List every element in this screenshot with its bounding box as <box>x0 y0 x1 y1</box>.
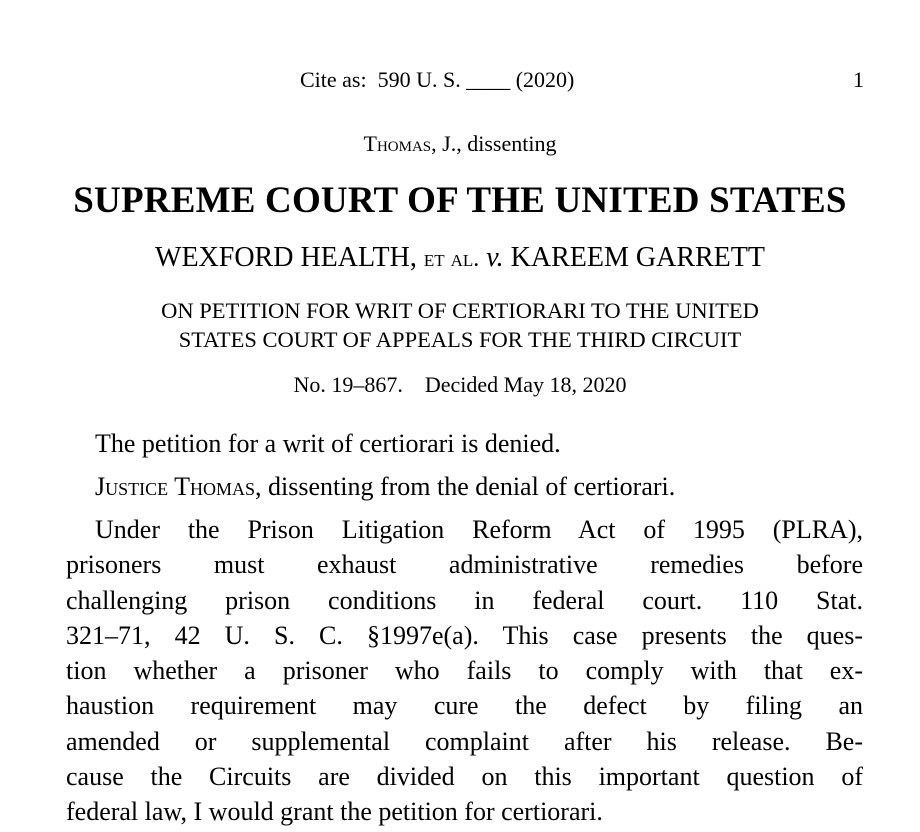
docket-line <box>0 371 920 399</box>
opinion-line: challenging prison conditions in federal court. 110 Stat. <box>66 585 863 615</box>
opinion-line: 321–71, 42 U. S. C. §1997e(a). This case presents the ques- <box>66 620 863 650</box>
opinion-line: tion whether a prisoner who fails to comply with that ex- <box>66 656 863 686</box>
writ-line-2: STATES COURT OF APPEALS FOR THE THIRD CIRCUIT <box>178 327 742 352</box>
dissent-intro-rest: , dissenting from the denial of certiorari. <box>255 472 676 501</box>
author-descriptor: , J., dissenting <box>431 131 557 156</box>
writ-line-1: ON PETITION FOR WRIT OF CERTIORARI TO THE UNITED <box>161 298 759 323</box>
author-justice: Thomas <box>363 131 432 156</box>
et-al: et al. <box>423 246 480 272</box>
opinion-line: federal law, I would grant the petition for certiorari. <box>66 797 603 827</box>
dissent-justice: Justice Thomas <box>95 472 256 501</box>
opinion-line: haustion requirement may cure the defect by filing an <box>66 691 863 721</box>
author-line <box>0 130 920 158</box>
order-paragraph <box>66 426 863 461</box>
writ-heading <box>0 296 920 354</box>
opinion-line: amended or supplemental complaint after his release. Be- <box>66 726 863 756</box>
opinion-paragraph <box>66 512 863 830</box>
citation: Cite as: 590 U. S. ____ (2020) <box>300 67 575 92</box>
docket-text: No. 19–867. Decided May 18, 2020 <box>293 372 627 397</box>
dissent-intro <box>66 469 863 504</box>
dissent-intro-paragraph <box>66 469 863 504</box>
opinion-line: Under the Prison Litigation Reform Act of 1995 (PLRA), <box>95 515 863 544</box>
opinion-line: prisoners must exhaust administrative remedies before <box>66 550 863 580</box>
page-number: 1 <box>853 67 864 92</box>
case-caption <box>0 240 920 277</box>
court-name: SUPREME COURT OF THE UNITED STATES <box>73 180 847 221</box>
order-text: The petition for a writ of certiorari is denied. <box>95 429 561 458</box>
respondent-name: KAREEM GARRETT <box>510 242 765 273</box>
petitioner-name: WEXFORD HEALTH, <box>155 242 424 273</box>
versus: v. <box>486 242 504 273</box>
opinion-line: cause the Circuits are divided on this important question of <box>66 762 863 792</box>
